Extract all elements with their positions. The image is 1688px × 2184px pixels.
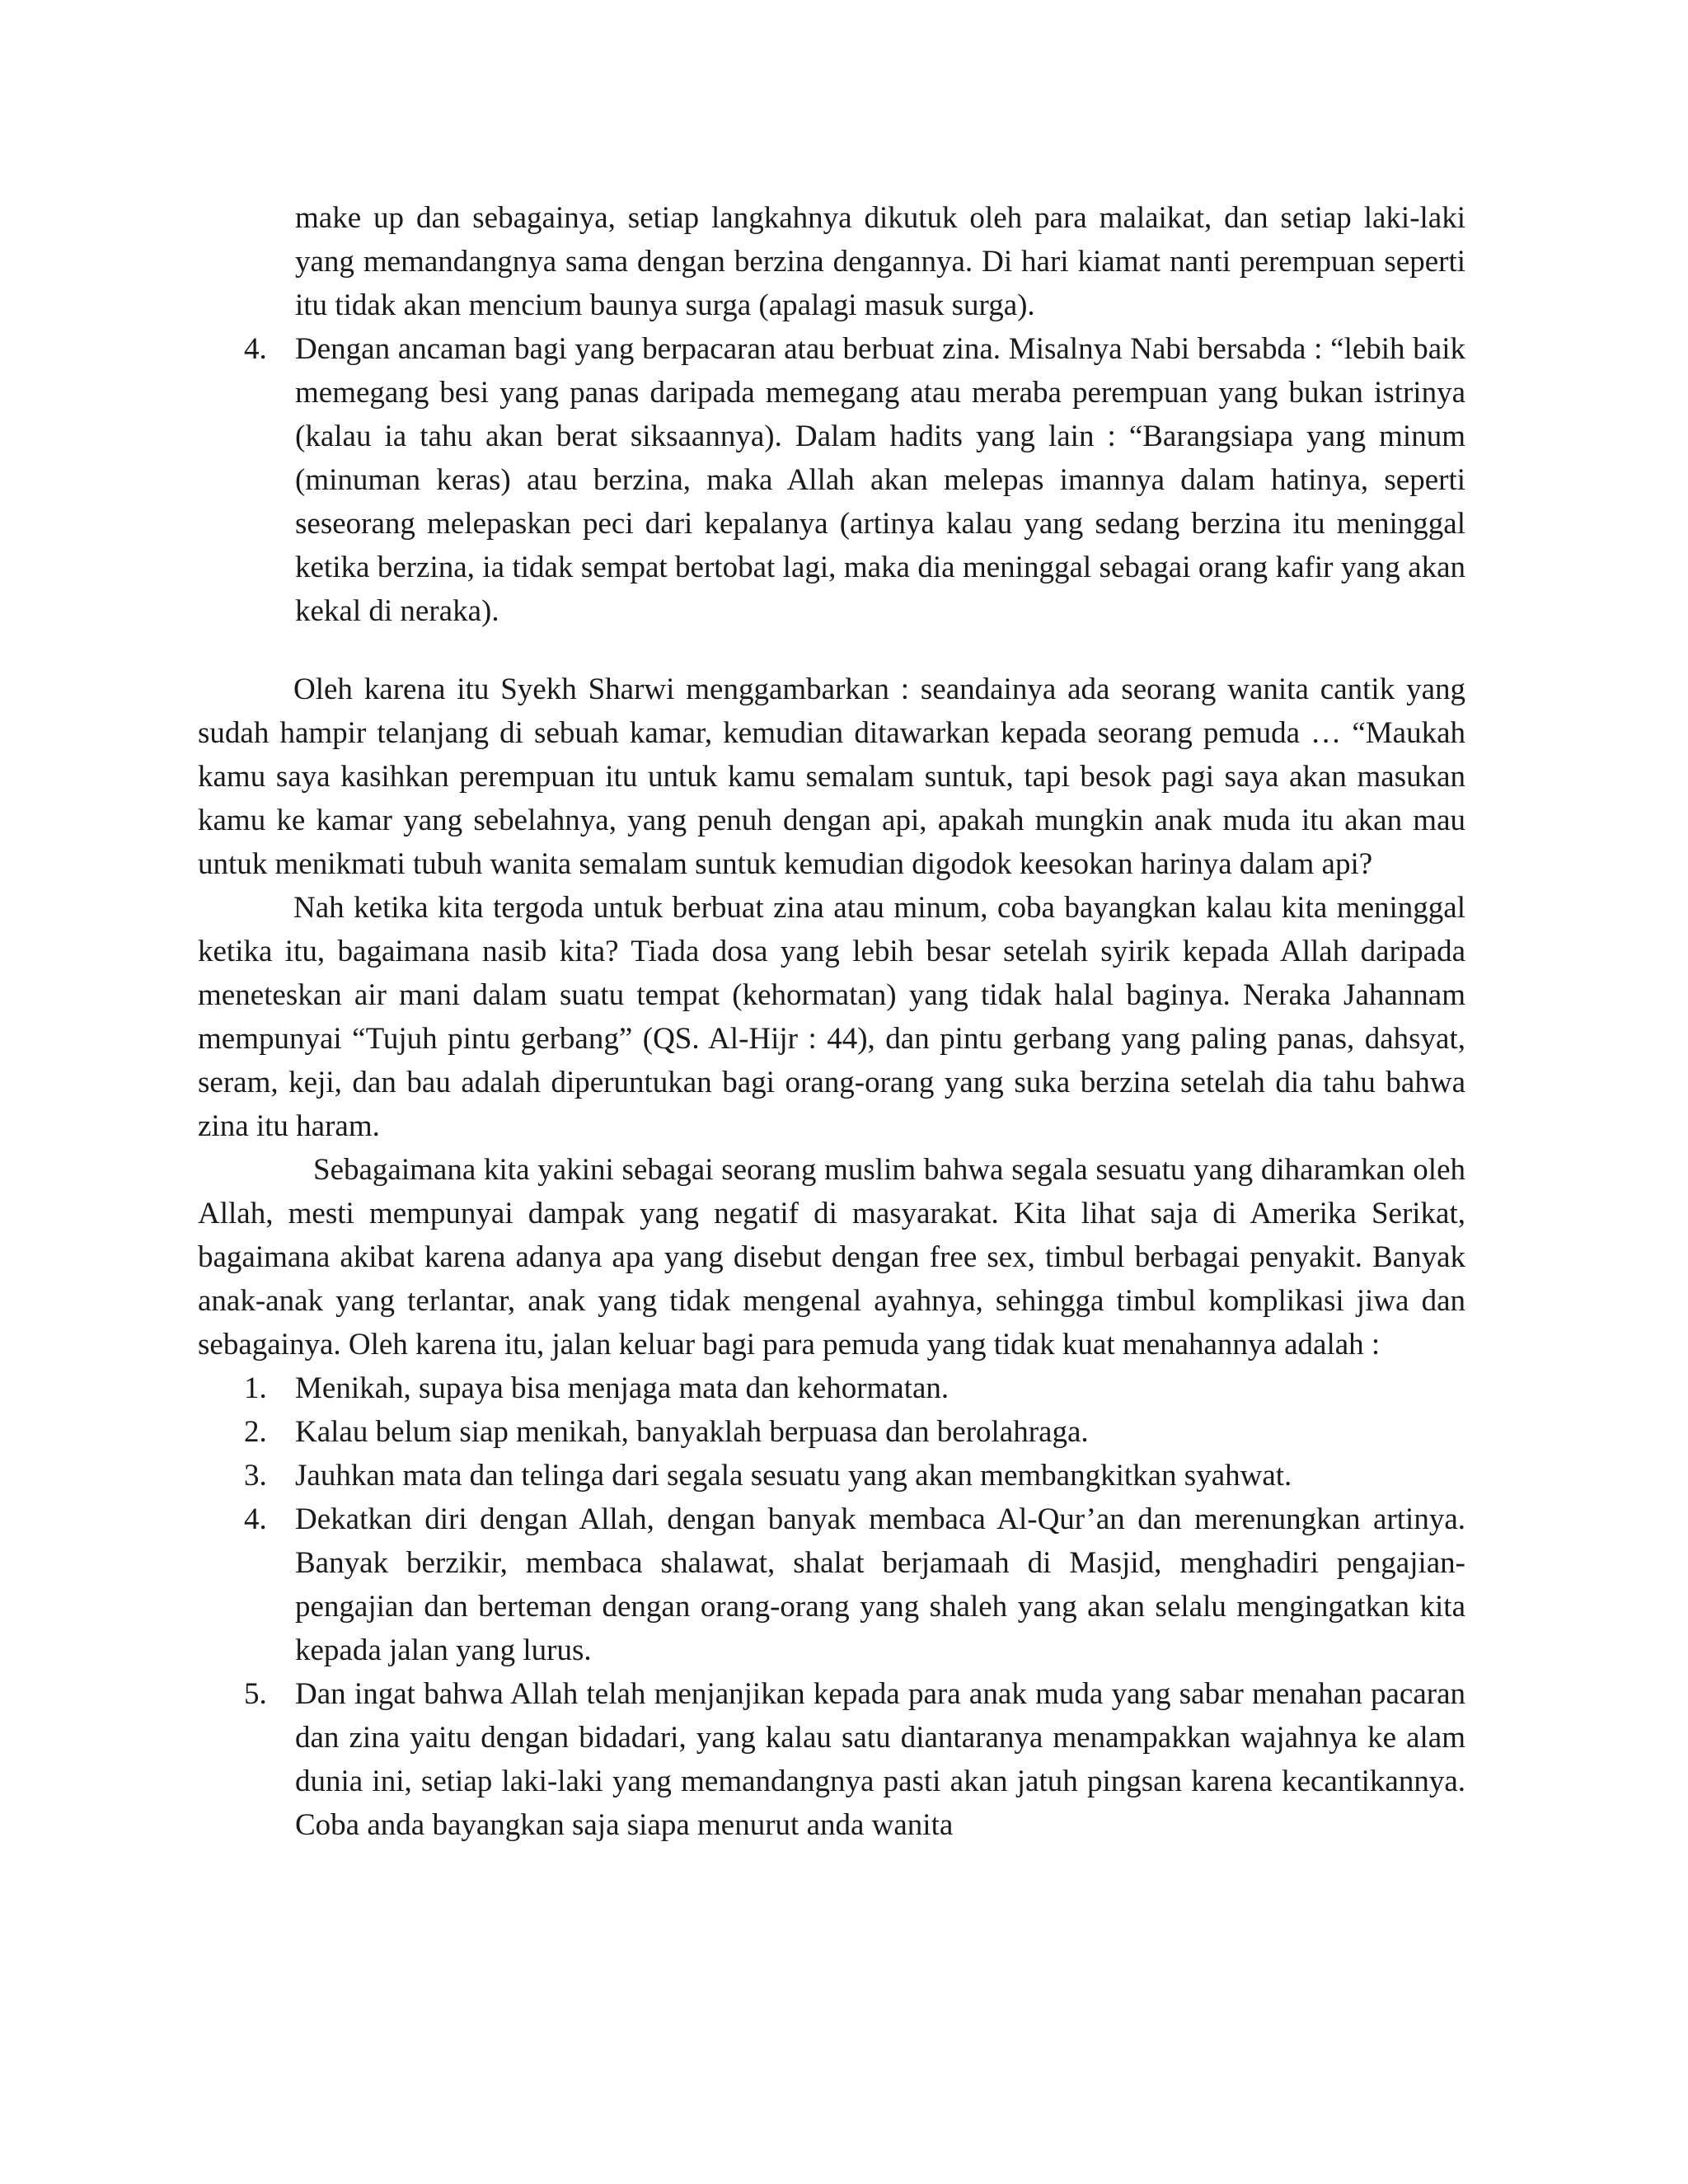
list-item-text: Dengan ancaman bagi yang berpacaran atau berbuat zina. Misalnya Nabi bersabda : “lebih baik memegang besi yang panas daripada memegang atau meraba perempuan yang bukan istrinya (kalau ia tahu akan berat siksaannya). Dalam hadits yang lain : “Barangsiapa yang minum (minuman keras) atau berzina, maka Allah akan melepas imannya dalam hatinya, seperti seseorang melepaskan peci dari kepalanya (artinya kalau yang sedang berzina itu meninggal ketika berzina, ia tidak sempat bertobat lagi, maka dia meninggal sebagai orang kafir yang akan kekal di neraka). <box>295 332 1465 628</box>
list-item <box>198 1672 1465 1847</box>
list-item-number: 3. <box>244 1459 267 1493</box>
body-paragraph: Oleh karena itu Syekh Sharwi menggambarkan : seandainya ada seorang wanita cantik yang sudah hampir telanjang di sebuah kamar, kemudian ditawarkan kepada seorang pemuda … “Maukah kamu saya kasihkan perempuan itu untuk kamu semalam suntuk, tapi besok pagi saya akan masukan kamu ke kamar yang sebelahnya, yang penuh dengan api, apakah mungkin anak muda itu akan mau untuk menikmati tubuh wanita semalam suntuk kemudian digodok keesokan harinya dalam api? <box>198 673 1465 881</box>
list-item-text: Dan ingat bahwa Allah telah menjanjikan kepada para anak muda yang sabar menahan pacaran dan zina yaitu dengan bidadari, yang kalau satu diantaranya menampakkan wajahnya ke alam dunia ini, setiap laki-laki yang memandangnya pasti akan jatuh pingsan karena kecantikannya. Coba anda bayangkan saja siapa menurut anda wanita <box>295 1677 1465 1842</box>
list-item <box>198 1410 1465 1454</box>
list-item-text: Jauhkan mata dan telinga dari segala sesuatu yang akan membangkitkan syahwat. <box>295 1459 1292 1493</box>
list-item <box>198 1366 1465 1410</box>
list-item-number: 4. <box>244 332 267 366</box>
top-section <box>198 196 1465 633</box>
list-item <box>198 327 1465 633</box>
list-item-number: 4. <box>244 1502 267 1536</box>
body-paragraph: Nah ketika kita tergoda untuk berbuat zina atau minum, coba bayangkan kalau kita meninggal ketika itu, bagaimana nasib kita? Tiada dosa yang lebih besar setelah syirik kepada Allah daripada meneteskan air mani dalam suatu tempat (kehormatan) yang tidak halal baginya. Neraka Jahannam mempunyai “Tujuh pintu gerbang” (QS. Al-Hijr : 44), dan pintu gerbang yang paling panas, dahsyat, seram, keji, dan bau adalah diperuntukan bagi orang-orang yang suka berzina setelah dia tahu bahwa zina itu haram. <box>198 891 1465 1143</box>
list-item-number: 5. <box>244 1677 267 1711</box>
list-item-number: 1. <box>244 1371 267 1405</box>
list-item <box>198 1497 1465 1672</box>
body-paragraph: Sebagaimana kita yakini sebagai seorang muslim bahwa segala sesuatu yang diharamkan oleh Allah, mesti mempunyai dampak yang negatif di masyarakat. Kita lihat saja di Amerika Serikat, bagaimana akibat karena adanya apa yang disebut dengan free sex, timbul berbagai penyakit. Banyak anak-anak yang terlantar, anak yang tidak mengenal ayahnya, sehingga timbul komplikasi jiwa dan sebagainya. Oleh karena itu, jalan keluar bagi para pemuda yang tidak kuat menahannya adalah : <box>198 1153 1465 1361</box>
list-item-number: 2. <box>244 1415 267 1449</box>
bottom-numbered-list <box>198 1366 1465 1847</box>
list-item-text: Menikah, supaya bisa menjaga mata dan kehormatan. <box>295 1371 950 1405</box>
top-numbered-list <box>198 327 1465 633</box>
list-item-text: Dekatkan diri dengan Allah, dengan banyak membaca Al-Qur’an dan merenungkan artinya. Banyak berzikir, membaca shalawat, shalat berjamaah di Masjid, menghadiri pengajian-pengajian dan berteman dengan orang-orang yang shaleh yang akan selalu mengingatkan kita kepada jalan yang lurus. <box>295 1502 1465 1667</box>
list-item <box>198 1454 1465 1497</box>
list-item-continuation: make up dan sebagainya, setiap langkahnya dikutuk oleh para malaikat, dan setiap laki-laki yang memandangnya sama dengan berzina dengannya. Di hari kiamat nanti perempuan seperti itu tidak akan mencium baunya surga (apalagi masuk surga). <box>295 201 1465 322</box>
list-item-text: Kalau belum siap menikah, banyaklah berpuasa dan berolahraga. <box>295 1415 1089 1449</box>
body-section <box>198 668 1465 1847</box>
